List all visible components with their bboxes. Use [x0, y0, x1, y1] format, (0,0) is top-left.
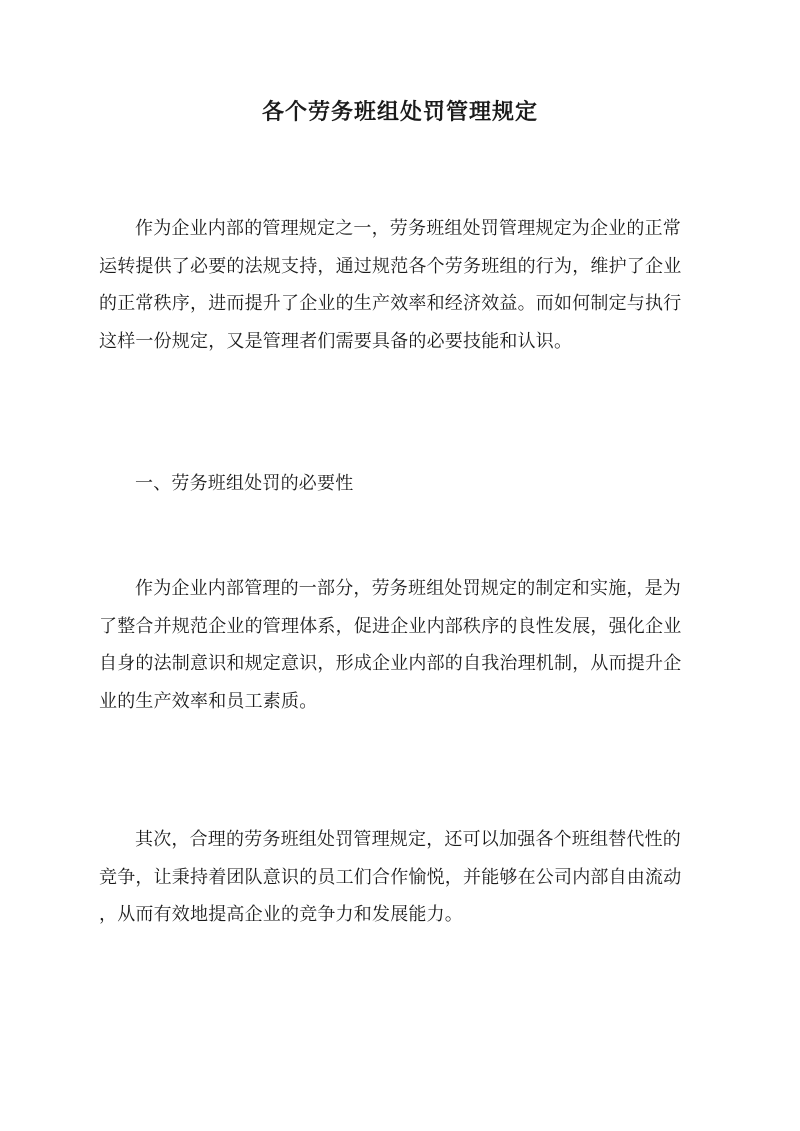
paragraph-line: 作为企业内部的管理规定之一，劳务班组处罚管理规定为企业的正常	[135, 218, 681, 239]
paragraph-line: 了整合并规范企业的管理体系，促进企业内部秩序的良性发展，强化企业	[99, 615, 682, 637]
paragraph-line: 作为企业内部管理的一部分，劳务班组处罚规定的制定和实施，是为	[135, 578, 681, 599]
document-title: 各个劳务班组处罚管理规定	[261, 99, 538, 125]
paragraph-line: 业的生产效率和员工素质。	[99, 690, 318, 712]
intro-paragraph	[99, 210, 701, 360]
paragraph-line: 运转提供了必要的法规支持，通过规范各个劳务班组的行为，维护了企业	[99, 255, 682, 277]
paragraph-line: 这样一份规定，又是管理者们需要具备的必要技能和认识。	[99, 330, 573, 352]
section-heading: 一、劳务班组处罚的必要性	[135, 473, 354, 494]
paragraph-line: 其次，合理的劳务班组处罚管理规定，还可以加强各个班组替代性的	[135, 829, 681, 850]
paragraph-line: 的正常秩序，进而提升了企业的生产效率和经济效益。而如何制定与执行	[99, 293, 682, 314]
necessity-paragraph	[99, 570, 701, 720]
competition-paragraph	[99, 821, 701, 934]
paragraph-line: ，从而有效地提高企业的竞争力和发展能力。	[99, 904, 463, 925]
paragraph-line: 竞争，让秉持着团队意识的员工们合作愉悦，并能够在公司内部自由流动	[99, 866, 682, 888]
paragraph-line: 自身的法制意识和规定意识，形成企业内部的自我治理机制，从而提升企	[99, 653, 682, 674]
